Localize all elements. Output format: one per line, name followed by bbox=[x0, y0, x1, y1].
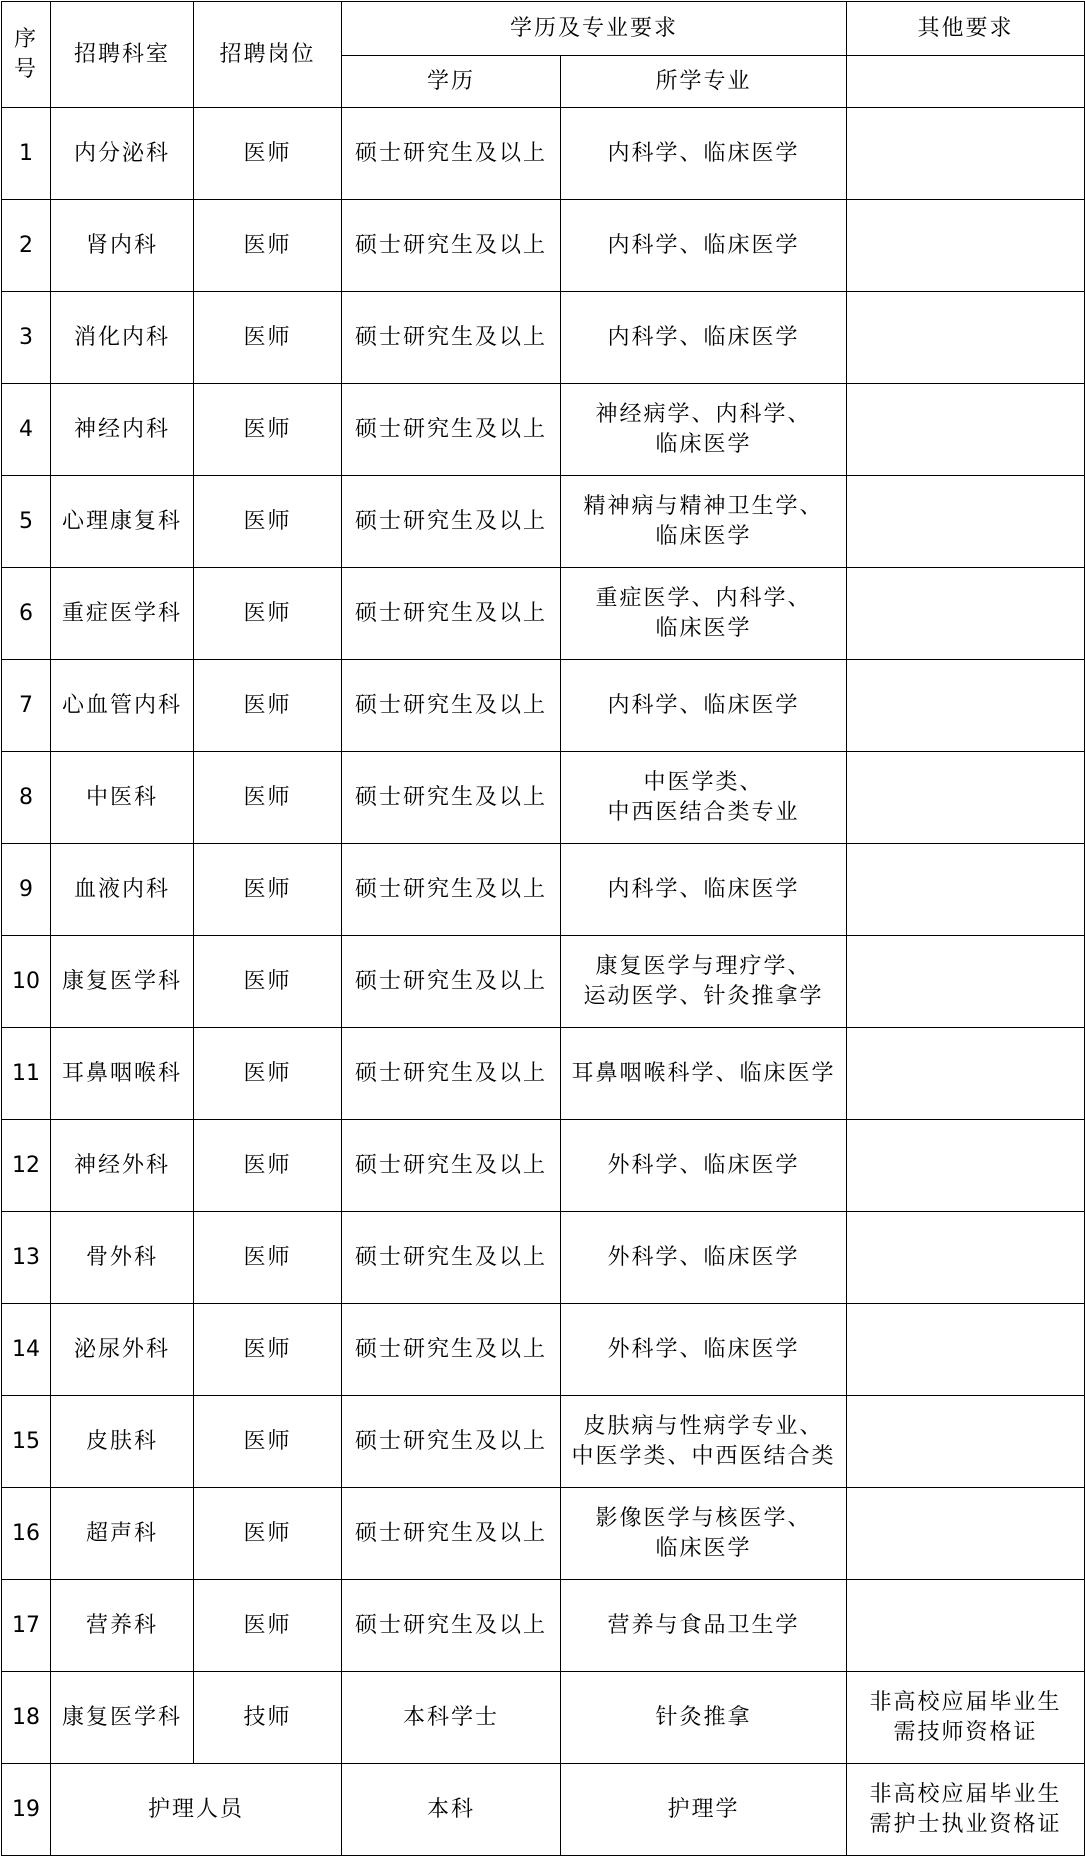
cell-major: 内科学、临床医学 bbox=[561, 200, 847, 292]
cell-other bbox=[847, 1396, 1085, 1488]
cell-major: 内科学、临床医学 bbox=[561, 292, 847, 384]
cell-no: 16 bbox=[2, 1488, 51, 1580]
cell-other bbox=[847, 476, 1085, 568]
cell-major: 营养与食品卫生学 bbox=[561, 1580, 847, 1672]
cell-major: 神经病学、内科学、 临床医学 bbox=[561, 384, 847, 476]
cell-dept: 康复医学科 bbox=[51, 1672, 194, 1764]
cell-position: 医师 bbox=[194, 476, 342, 568]
header-seq: 序 号 bbox=[2, 2, 51, 108]
table-row bbox=[2, 1212, 1085, 1304]
table-row bbox=[2, 1488, 1085, 1580]
cell-no: 11 bbox=[2, 1028, 51, 1120]
cell-other bbox=[847, 108, 1085, 200]
cell-major: 外科学、临床医学 bbox=[561, 1120, 847, 1212]
cell-dept: 耳鼻咽喉科 bbox=[51, 1028, 194, 1120]
cell-other bbox=[847, 1580, 1085, 1672]
header-dept: 招聘科室 bbox=[51, 2, 194, 108]
cell-position: 医师 bbox=[194, 1488, 342, 1580]
header-position: 招聘岗位 bbox=[194, 2, 342, 108]
table-row bbox=[2, 384, 1085, 476]
cell-no: 3 bbox=[2, 292, 51, 384]
cell-dept: 骨外科 bbox=[51, 1212, 194, 1304]
header-major: 所学专业 bbox=[561, 56, 847, 108]
cell-major: 内科学、临床医学 bbox=[561, 844, 847, 936]
table-row bbox=[2, 1764, 1085, 1856]
cell-no: 6 bbox=[2, 568, 51, 660]
cell-position: 医师 bbox=[194, 844, 342, 936]
cell-degree: 硕士研究生及以上 bbox=[342, 108, 561, 200]
cell-dept: 内分泌科 bbox=[51, 108, 194, 200]
cell-dept: 神经外科 bbox=[51, 1120, 194, 1212]
header-degree: 学历 bbox=[342, 56, 561, 108]
cell-position: 医师 bbox=[194, 1212, 342, 1304]
table-row bbox=[2, 292, 1085, 384]
header-row-1 bbox=[2, 2, 1085, 56]
cell-position: 医师 bbox=[194, 660, 342, 752]
cell-dept: 超声科 bbox=[51, 1488, 194, 1580]
cell-position: 医师 bbox=[194, 384, 342, 476]
cell-dept: 肾内科 bbox=[51, 200, 194, 292]
cell-position: 医师 bbox=[194, 200, 342, 292]
cell-no: 19 bbox=[2, 1764, 51, 1856]
cell-degree: 本科 bbox=[342, 1764, 561, 1856]
table-row bbox=[2, 108, 1085, 200]
cell-degree: 硕士研究生及以上 bbox=[342, 1396, 561, 1488]
cell-major: 重症医学、内科学、 临床医学 bbox=[561, 568, 847, 660]
cell-other bbox=[847, 844, 1085, 936]
cell-no: 13 bbox=[2, 1212, 51, 1304]
cell-degree: 硕士研究生及以上 bbox=[342, 384, 561, 476]
cell-major: 内科学、临床医学 bbox=[561, 660, 847, 752]
table-row bbox=[2, 844, 1085, 936]
cell-other bbox=[847, 936, 1085, 1028]
cell-dept: 营养科 bbox=[51, 1580, 194, 1672]
table-row bbox=[2, 1304, 1085, 1396]
cell-position: 医师 bbox=[194, 1580, 342, 1672]
cell-dept: 中医科 bbox=[51, 752, 194, 844]
cell-dept: 消化内科 bbox=[51, 292, 194, 384]
cell-other bbox=[847, 200, 1085, 292]
cell-dept-position: 护理人员 bbox=[51, 1764, 342, 1856]
cell-no: 1 bbox=[2, 108, 51, 200]
cell-other bbox=[847, 384, 1085, 476]
cell-position: 医师 bbox=[194, 568, 342, 660]
cell-other: 非高校应届毕业生 需护士执业资格证 bbox=[847, 1764, 1085, 1856]
cell-other bbox=[847, 1028, 1085, 1120]
cell-other bbox=[847, 1488, 1085, 1580]
table-body bbox=[2, 108, 1085, 1856]
cell-major: 外科学、临床医学 bbox=[561, 1304, 847, 1396]
table-row bbox=[2, 936, 1085, 1028]
cell-no: 10 bbox=[2, 936, 51, 1028]
cell-degree: 硕士研究生及以上 bbox=[342, 1488, 561, 1580]
cell-dept: 康复医学科 bbox=[51, 936, 194, 1028]
table-row bbox=[2, 752, 1085, 844]
cell-no: 2 bbox=[2, 200, 51, 292]
cell-degree: 硕士研究生及以上 bbox=[342, 1304, 561, 1396]
cell-dept: 心理康复科 bbox=[51, 476, 194, 568]
cell-no: 7 bbox=[2, 660, 51, 752]
cell-dept: 泌尿外科 bbox=[51, 1304, 194, 1396]
cell-major: 内科学、临床医学 bbox=[561, 108, 847, 200]
cell-degree: 硕士研究生及以上 bbox=[342, 1212, 561, 1304]
cell-degree: 硕士研究生及以上 bbox=[342, 292, 561, 384]
cell-degree: 硕士研究生及以上 bbox=[342, 1120, 561, 1212]
cell-other: 非高校应届毕业生 需技师资格证 bbox=[847, 1672, 1085, 1764]
cell-degree: 硕士研究生及以上 bbox=[342, 1580, 561, 1672]
cell-degree: 硕士研究生及以上 bbox=[342, 568, 561, 660]
table-row bbox=[2, 660, 1085, 752]
cell-no: 17 bbox=[2, 1580, 51, 1672]
recruitment-table bbox=[1, 1, 1085, 1856]
cell-position: 医师 bbox=[194, 108, 342, 200]
cell-no: 18 bbox=[2, 1672, 51, 1764]
cell-major: 耳鼻咽喉科学、临床医学 bbox=[561, 1028, 847, 1120]
cell-major: 中医学类、 中西医结合类专业 bbox=[561, 752, 847, 844]
cell-other bbox=[847, 660, 1085, 752]
cell-position: 医师 bbox=[194, 292, 342, 384]
cell-major: 精神病与精神卫生学、 临床医学 bbox=[561, 476, 847, 568]
cell-other bbox=[847, 1212, 1085, 1304]
cell-position: 医师 bbox=[194, 752, 342, 844]
table-row bbox=[2, 1396, 1085, 1488]
cell-degree: 硕士研究生及以上 bbox=[342, 200, 561, 292]
table-row bbox=[2, 568, 1085, 660]
cell-no: 8 bbox=[2, 752, 51, 844]
header-other: 其他要求 bbox=[847, 2, 1085, 56]
cell-position: 医师 bbox=[194, 1028, 342, 1120]
cell-position: 医师 bbox=[194, 1304, 342, 1396]
cell-dept: 血液内科 bbox=[51, 844, 194, 936]
cell-position: 医师 bbox=[194, 1120, 342, 1212]
table-row bbox=[2, 200, 1085, 292]
cell-other bbox=[847, 1304, 1085, 1396]
cell-no: 15 bbox=[2, 1396, 51, 1488]
cell-degree: 硕士研究生及以上 bbox=[342, 476, 561, 568]
cell-no: 5 bbox=[2, 476, 51, 568]
cell-dept: 皮肤科 bbox=[51, 1396, 194, 1488]
cell-dept: 心血管内科 bbox=[51, 660, 194, 752]
table-row bbox=[2, 1120, 1085, 1212]
header-edu-group: 学历及专业要求 bbox=[342, 2, 847, 56]
table-row bbox=[2, 476, 1085, 568]
cell-major: 护理学 bbox=[561, 1764, 847, 1856]
cell-degree: 硕士研究生及以上 bbox=[342, 844, 561, 936]
cell-major: 针灸推拿 bbox=[561, 1672, 847, 1764]
cell-other bbox=[847, 752, 1085, 844]
header-other-blank bbox=[847, 56, 1085, 108]
cell-other bbox=[847, 292, 1085, 384]
table-row bbox=[2, 1028, 1085, 1120]
cell-degree: 硕士研究生及以上 bbox=[342, 752, 561, 844]
cell-position: 技师 bbox=[194, 1672, 342, 1764]
table-row bbox=[2, 1672, 1085, 1764]
cell-other bbox=[847, 1120, 1085, 1212]
cell-dept: 重症医学科 bbox=[51, 568, 194, 660]
cell-major: 影像医学与核医学、 临床医学 bbox=[561, 1488, 847, 1580]
cell-other bbox=[847, 568, 1085, 660]
cell-major: 外科学、临床医学 bbox=[561, 1212, 847, 1304]
cell-major: 皮肤病与性病学专业、 中医学类、中西医结合类 bbox=[561, 1396, 847, 1488]
cell-degree: 本科学士 bbox=[342, 1672, 561, 1764]
cell-degree: 硕士研究生及以上 bbox=[342, 1028, 561, 1120]
cell-degree: 硕士研究生及以上 bbox=[342, 936, 561, 1028]
cell-no: 12 bbox=[2, 1120, 51, 1212]
table-row bbox=[2, 1580, 1085, 1672]
cell-major: 康复医学与理疗学、 运动医学、针灸推拿学 bbox=[561, 936, 847, 1028]
cell-position: 医师 bbox=[194, 1396, 342, 1488]
cell-no: 14 bbox=[2, 1304, 51, 1396]
cell-no: 4 bbox=[2, 384, 51, 476]
cell-position: 医师 bbox=[194, 936, 342, 1028]
cell-no: 9 bbox=[2, 844, 51, 936]
cell-dept: 神经内科 bbox=[51, 384, 194, 476]
cell-degree: 硕士研究生及以上 bbox=[342, 660, 561, 752]
